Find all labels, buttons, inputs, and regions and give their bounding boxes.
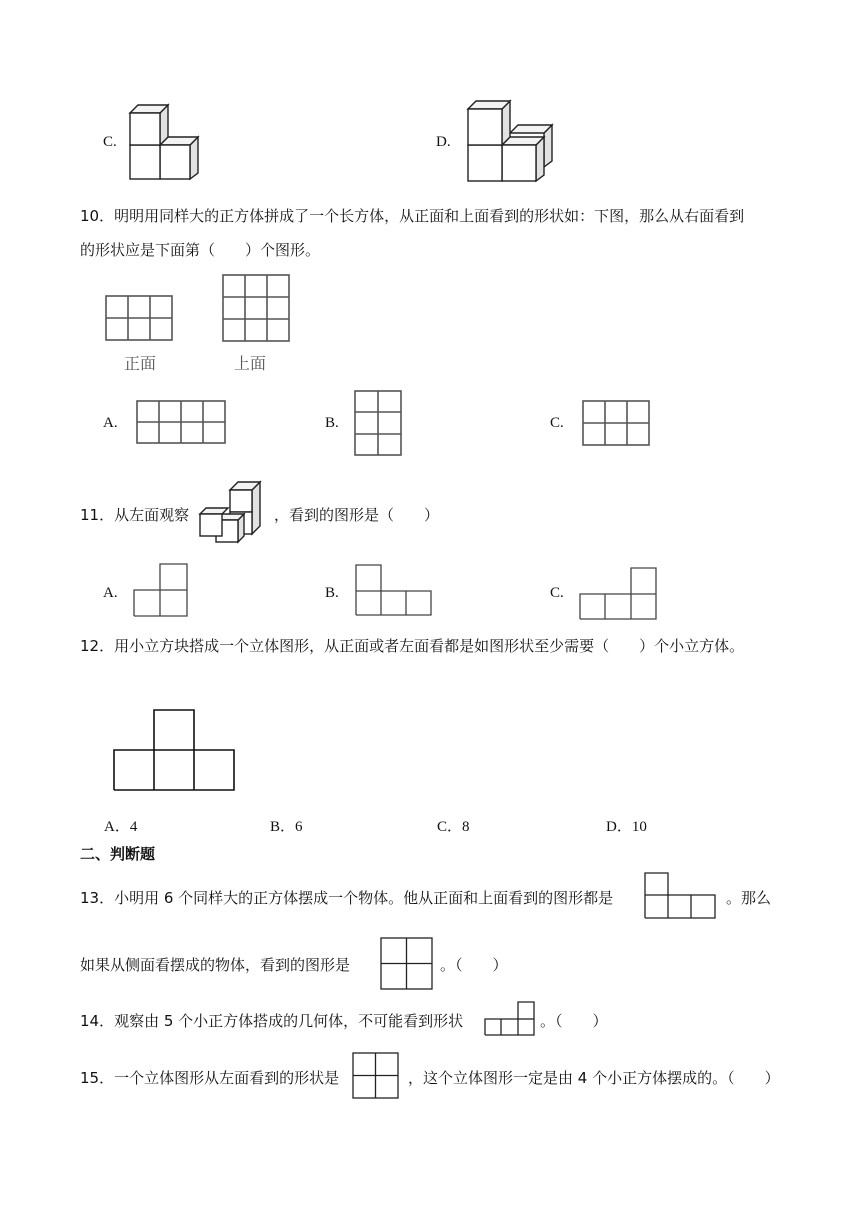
q10-option-a-figure: [136, 400, 226, 444]
q15-text-after: ，这个立体图形一定是由 4 个小正方体摆成的。（ ）: [408, 1069, 780, 1087]
q12-figure: [113, 709, 237, 793]
q9-option-c-label: C.: [103, 134, 117, 150]
q13-text-line1-before: 13．小明用 6 个同样大的正方体摆成一个物体。他从正面和上面看到的图形都是: [80, 889, 614, 907]
q10-option-c-label: C.: [550, 415, 564, 431]
q9-option-d-label: D.: [436, 134, 451, 150]
q10-front-caption: 正面: [124, 354, 157, 373]
q15-left-view-figure: [352, 1052, 400, 1100]
q10-top-view-figure: [222, 274, 290, 342]
q13-front-top-view-figure: [644, 872, 718, 920]
q14-text-after: 。（ ）: [540, 1012, 608, 1030]
q10-option-c-figure: [582, 400, 650, 446]
q14-shape-figure: [484, 1001, 536, 1037]
q11-option-c-label: C.: [550, 585, 564, 601]
section-heading: 二、判断题: [80, 845, 156, 863]
q9-option-c-figure: [128, 105, 208, 181]
q11-option-a-figure: [133, 563, 189, 617]
q10-option-b-label: B.: [325, 415, 339, 431]
q12-option-d: D．10: [606, 819, 647, 835]
q11-solid-figure: [198, 480, 274, 546]
q10-front-view-figure: [105, 295, 173, 341]
q12-option-c: C．8: [437, 819, 470, 835]
q11-option-a-label: A.: [103, 585, 118, 601]
q10-option-a-label: A.: [103, 415, 118, 431]
q13-side-view-figure: [380, 937, 434, 991]
q13-text-line2-after: 。（ ）: [440, 956, 508, 974]
q12-option-b: B．6: [270, 819, 303, 835]
q11-text-after: ，看到的图形是（ ）: [274, 506, 440, 524]
q10-text-line2: 的形状应是下面第（ ）个图形。: [80, 241, 321, 259]
q10-option-b-figure: [354, 390, 402, 456]
q12-option-a: A．4: [104, 819, 138, 835]
q9-option-d-figure: [466, 101, 558, 183]
q11-text-before: 11．从左面观察: [80, 506, 190, 524]
q15-text-before: 15．一个立体图形从左面看到的形状是: [80, 1069, 340, 1087]
q10-top-caption: 上面: [234, 354, 267, 373]
q11-option-b-figure: [355, 564, 433, 616]
q13-text-line1-after: 。那么: [726, 889, 772, 907]
q11-option-b-label: B.: [325, 585, 339, 601]
q11-option-c-figure: [579, 567, 659, 621]
q13-text-line2-before: 如果从侧面看摆成的物体，看到的图形是: [80, 956, 351, 974]
q12-text: 12．用小立方块搭成一个立体图形，从正面或者左面看都是如图形状至少需要（ ）个小立方体。: [80, 637, 745, 655]
q10-text-line1: 10．明明用同样大的正方体拼成了一个长方体，从正面和上面看到的形状如：下图，那么从右面看到: [80, 207, 745, 225]
q14-text-before: 14．观察由 5 个小正方体搭成的几何体，不可能看到形状: [80, 1012, 464, 1030]
